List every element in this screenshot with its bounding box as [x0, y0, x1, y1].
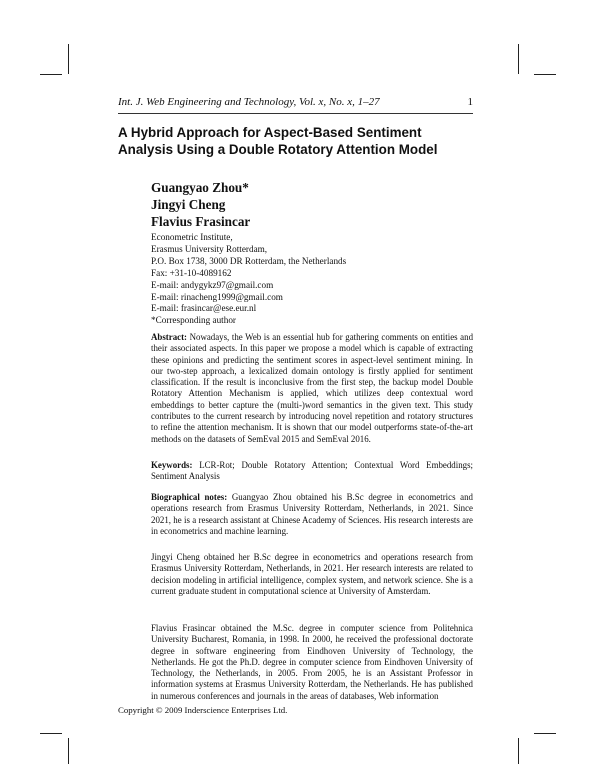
bio-label: Biographical notes: [151, 492, 228, 502]
author-name: Flavius Frasincar [151, 214, 251, 229]
affiliation-line: E-mail: andygykz97@gmail.com [151, 279, 274, 290]
author-name: Jingyi Cheng [151, 197, 226, 212]
crop-mark-top-right [518, 44, 519, 74]
crop-mark-bottom-left-h [40, 733, 62, 734]
header-rule [118, 113, 473, 114]
biographical-note-frasincar [151, 623, 473, 702]
keywords-text: LCR-Rot; Double Rotatory Attention; Contextual Word Embeddings; Sentiment Analysis [151, 460, 474, 482]
copyright-footer: Copyright © 2009 Inderscience Enterprises Ltd. [118, 705, 288, 715]
biographical-note-zhou [151, 492, 473, 537]
affiliation-block [151, 232, 346, 327]
author-list [151, 179, 250, 230]
crop-mark-top-left-h [40, 74, 62, 75]
title-line: Analysis Using a Double Rotatory Attention Model [118, 142, 438, 157]
crop-mark-bottom-right-h [534, 733, 556, 734]
affiliation-line: Fax: +31-10-4089162 [151, 267, 232, 278]
author-name: Guangyao Zhou* [151, 180, 249, 195]
running-header [118, 96, 473, 108]
abstract [151, 332, 473, 445]
keywords-label: Keywords: [151, 460, 193, 470]
paper-title [118, 124, 478, 158]
biographical-note-cheng [151, 552, 473, 597]
bio-text: Flavius Frasincar obtained the M.Sc. degree in computer science from Politehnica University Bucharest, Romania, in 1998. In 2000, he received the professional doctorate degree in software engineering from Eindhoven University of Technology, the Netherlands. He got the Ph.D. degree in computer science from Eindhoven University of Technology, the Netherlands, in 2005. From 2005, he is an Assistant Professor in information systems at Erasmus University Rotterdam, the Netherlands. He has published in numerous conferences and journals in the areas of databases, Web information [151, 623, 473, 701]
affiliation-line: *Corresponding author [151, 315, 236, 326]
crop-mark-top-right-h [534, 74, 556, 75]
journal-citation: Int. J. Web Engineering and Technology, Vol. x, No. x, 1–27 [118, 96, 380, 108]
crop-mark-bottom-right [518, 738, 519, 764]
keywords [151, 460, 473, 483]
affiliation-line: E-mail: frasincar@ese.eur.nl [151, 303, 257, 314]
bio-text: Guangyao Zhou obtained his B.Sc degree in econometrics and operations research from Erasmus University Rotterdam, Netherlands, in 2021. Since 2021, he is a research assistant at Chinese Academy of Sciences. His research interests are in econometrics and machine learning. [151, 492, 473, 536]
affiliation-line: Erasmus University Rotterdam, [151, 243, 268, 254]
title-line: A Hybrid Approach for Aspect-Based Sentiment [118, 125, 422, 140]
affiliation-line: Econometric Institute, [151, 232, 233, 242]
abstract-text: Nowadays, the Web is an essential hub for gathering comments on entities and their associated aspects. In this paper we propose a model which is capable of extracting these opinions and predicting the sentiment scores in aspect-level sentiment mining. In our two-step approach, a lexicalized domain ontology is firstly applied for sentiment classification. If the result is inconclusive from the first step, the backup model Double Rotatory Attention Mechanism is applied, which utilizes deep contextual word embeddings to better capture the (multi-)word semantics in the given text. This study contributes to the current research by introducing novel repetition and rotatory structures to refine the attention mechanism. It is shown that our model outperforms state-of-the-art methods on the datasets of SemEval 2015 and SemEval 2016. [151, 332, 474, 444]
crop-mark-bottom-left [68, 738, 69, 764]
affiliation-line: E-mail: rinacheng1999@gmail.com [151, 291, 283, 302]
crop-mark-top-left [68, 44, 69, 74]
page-number: 1 [467, 96, 473, 108]
abstract-label: Abstract: [151, 332, 187, 342]
affiliation-line: P.O. Box 1738, 3000 DR Rotterdam, the Netherlands [151, 255, 347, 266]
bio-text: Jingyi Cheng obtained her B.Sc degree in econometrics and operations research from Erasmus University Rotterdam, Netherlands, in 2021. Her research interests are related to decision modeling in artificial intelligence, complex system, and network science. She is a current graduate student in computational science at University of Amsterdam. [151, 552, 473, 596]
